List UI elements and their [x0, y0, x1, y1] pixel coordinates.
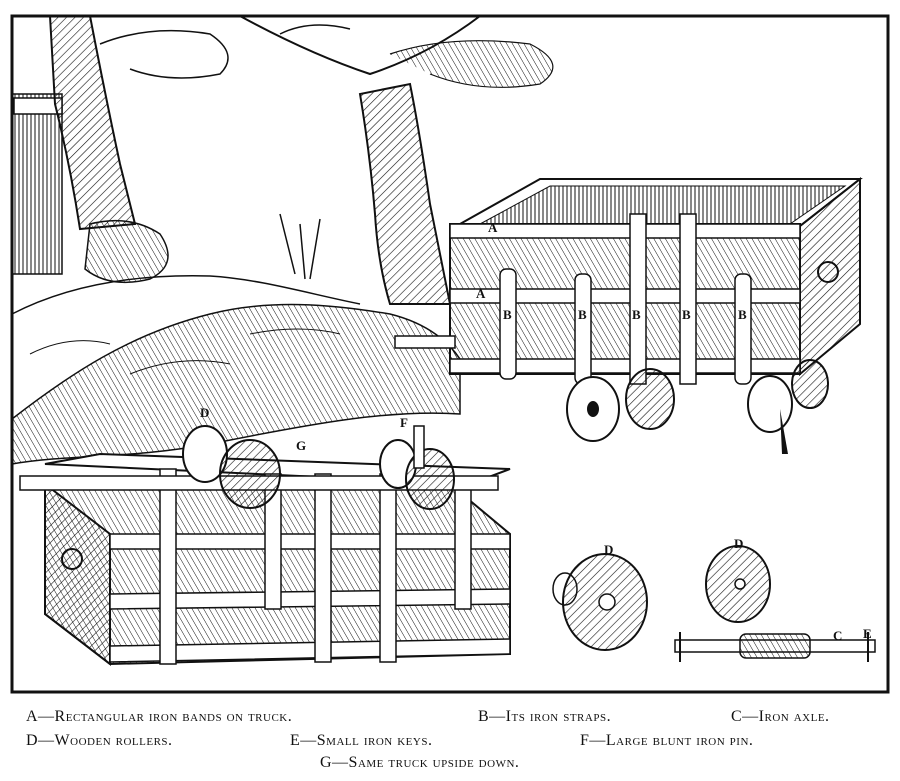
label-b2: B [578, 307, 587, 322]
woodcut-illustration [10, 14, 890, 694]
label-b1: B [503, 307, 512, 322]
caption [0, 706, 900, 778]
label-e: E [863, 626, 872, 641]
label-b3: B [632, 307, 641, 322]
label-b4: B [682, 307, 691, 322]
caption-d: D—Wooden rollers. [26, 732, 173, 749]
label-f: F [400, 415, 408, 430]
building [12, 94, 62, 274]
label-d-roller-right: D [734, 536, 744, 551]
label-a-side: A [476, 286, 486, 301]
caption-a: A—Rectangular iron bands on truck. [26, 708, 293, 725]
caption-g: G—Same truck upside down. [320, 754, 520, 771]
label-a-top: A [488, 220, 498, 235]
label-g: G [296, 438, 307, 453]
label-d-axle: D [200, 405, 210, 420]
label-c: C [833, 628, 843, 643]
label-b5: B [738, 307, 747, 322]
caption-f: F—Large blunt iron pin. [580, 732, 754, 749]
caption-b: B—Its iron straps. [478, 708, 612, 725]
label-d-roller-left: D [604, 542, 614, 557]
caption-e: E—Small iron keys. [290, 732, 433, 749]
caption-c: C—Iron axle. [731, 708, 830, 725]
